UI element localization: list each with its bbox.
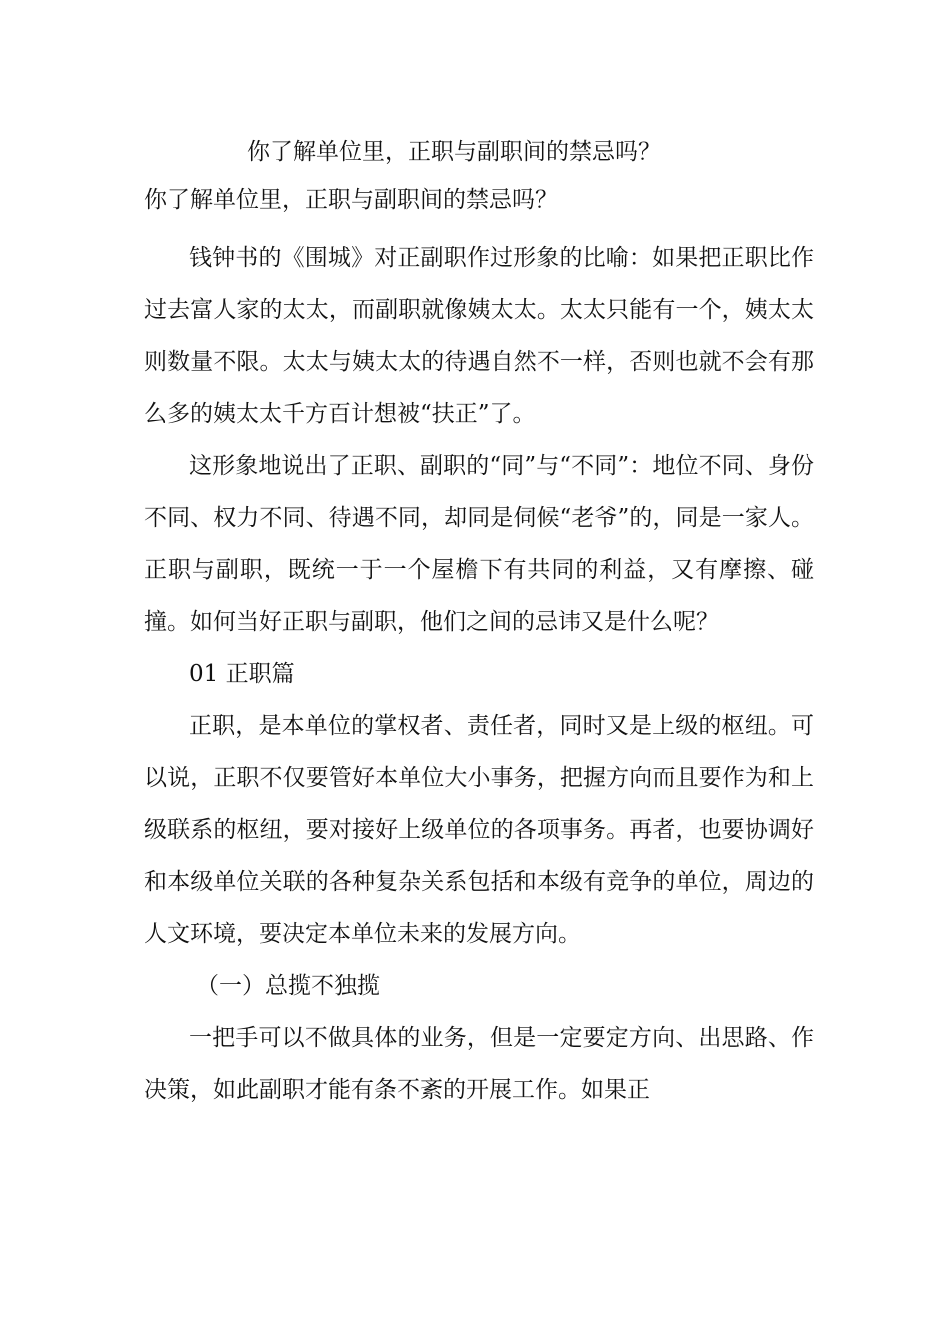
document-title: 你了解单位里，正职与副职间的禁忌吗？	[247, 139, 661, 165]
subsection-heading-zonglan: （一）总揽不独揽	[196, 973, 380, 999]
paragraph-same-and-different: 这形象地说出了正职、副职的“同”与“不同”：地位不同、身份不同、权力不同、待遇不同，却同是伺候“老爷”的，同是一家人。正职与副职，既统一于一个屋檐下有共同的利益，又有摩擦、碰撞。如何当好正职与副职，他们之间的忌讳又是什么呢？	[144, 453, 814, 635]
document-subtitle: 你了解单位里，正职与副职间的禁忌吗？	[144, 187, 558, 213]
paragraph-zhengzhi-role: 正职，是本单位的掌权者、责任者，同时又是上级的枢纽。可以说，正职不仅要管好本单位大小事务，把握方向而且要作为和上级联系的枢纽，要对接好上级单位的各项事务。再者，也要协调好和本级单位关联的各种复杂关系包括和本级有竞争的单位，周边的人文环境，要决定本单位未来的发展方向。	[144, 713, 814, 947]
section-heading-zhengzhi: 01 正职篇	[189, 661, 295, 687]
document-body	[144, 180, 814, 1116]
paragraph-yibashou: 一把手可以不做具体的业务，但是一定要定方向、出思路、作决策，如此副职才能有条不紊的开展工作。如果正	[144, 1025, 814, 1103]
paragraph-weicheng-metaphor: 钱钟书的《围城》对正副职作过形象的比喻：如果把正职比作过去富人家的太太，而副职就像姨太太。太太只能有一个，姨太太则数量不限。太太与姨太太的待遇自然不一样，否则也就不会有那么多的姨太太千方百计想被“扶正”了。	[144, 245, 814, 427]
